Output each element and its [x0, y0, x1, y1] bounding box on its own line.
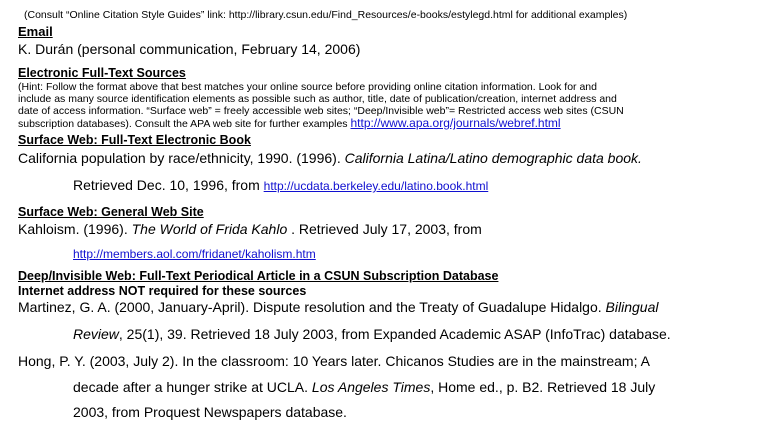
deep-web-heading: Deep/Invisible Web: Full-Text Periodical Article in a CSUN Subscription Database	[18, 269, 499, 283]
frida-kahlo-title: The World of Frida Kahlo	[131, 221, 288, 237]
hint-line-4	[18, 117, 561, 130]
martinez-citation: Martinez, G. A. (2000, January-April). Dispute resolution and the Treaty of Guadalupe Hidalgo.	[18, 299, 606, 315]
surface-fulltext-retrieved: Retrieved Dec. 10, 1996, from	[73, 177, 264, 193]
surface-fulltext-line-2	[73, 177, 488, 193]
kahloism-retrieved: . Retrieved July 17, 2003, from	[287, 221, 482, 237]
martinez-journal-title-cont: Review	[73, 326, 119, 342]
surface-general-line-2	[73, 247, 316, 261]
la-times-title: Los Angeles Times	[311, 379, 431, 395]
kaholism-link[interactable]: http://members.aol.com/fridanet/kaholism.htm	[73, 247, 316, 261]
hint-line-3: date of access information. “Surface web” = freely accessible web sites; “Deep/Invisible web”= Restricted access web sites (CSUN	[18, 105, 624, 117]
martinez-line-2	[73, 326, 671, 342]
hong-line-1: Hong, P. Y. (2003, July 2). In the classroom: 10 Years later. Chicanos Studies are in the mainstream; A	[18, 353, 650, 369]
kahloism-citation-start: Kahloism. (1996).	[18, 221, 132, 237]
deep-web-subheading: Internet address NOT required for these sources	[18, 284, 307, 298]
hong-line-3: 2003, from Proquest Newspapers database.	[73, 404, 347, 420]
surface-general-heading: Surface Web: General Web Site	[18, 205, 204, 219]
apa-webref-link[interactable]: http://www.apa.org/journals/webref.html	[350, 116, 561, 130]
martinez-journal-title: Bilingual	[605, 299, 659, 315]
email-entry: K. Durán (personal communication, February 14, 2006)	[18, 41, 361, 57]
martinez-line-1	[18, 299, 658, 315]
hong-line-2	[73, 379, 655, 395]
surface-fulltext-title: California population by race/ethnicity, 1990. (1996).	[18, 150, 345, 166]
surface-general-line-1	[18, 221, 482, 237]
surface-fulltext-heading: Surface Web: Full-Text Electronic Book	[18, 133, 251, 147]
hong-citation-cont: decade after a hunger strike at UCLA.	[73, 379, 312, 395]
email-heading: Email	[18, 24, 53, 39]
hint-line-1: (Hint: Follow the format above that best matches your online source before providing online citation information. Look for and	[18, 81, 597, 93]
surface-fulltext-book-title: California Latina/Latino demographic data book.	[344, 150, 642, 166]
electronic-heading: Electronic Full-Text Sources	[18, 66, 186, 80]
martinez-retrieved: , 25(1), 39. Retrieved 18 July 2003, from Expanded Academic ASAP (InfoTrac) database.	[118, 326, 671, 342]
hint-line-4-text: subscription databases). Consult the APA web site for further examples	[18, 118, 348, 130]
consult-note: (Consult “Online Citation Style Guides” link: http://library.csun.edu/Find_Resources/e-books/estylegd.html for additional examples)	[24, 9, 628, 21]
surface-fulltext-line-1	[18, 150, 642, 166]
hong-retrieved: , Home ed., p. B2. Retrieved 18 July	[430, 379, 656, 395]
hint-line-2: include as many source identification elements as possible such as author, title, date of publication/creation, internet address and	[18, 93, 617, 105]
ucdata-link[interactable]: http://ucdata.berkeley.edu/latino.book.html	[263, 179, 489, 193]
